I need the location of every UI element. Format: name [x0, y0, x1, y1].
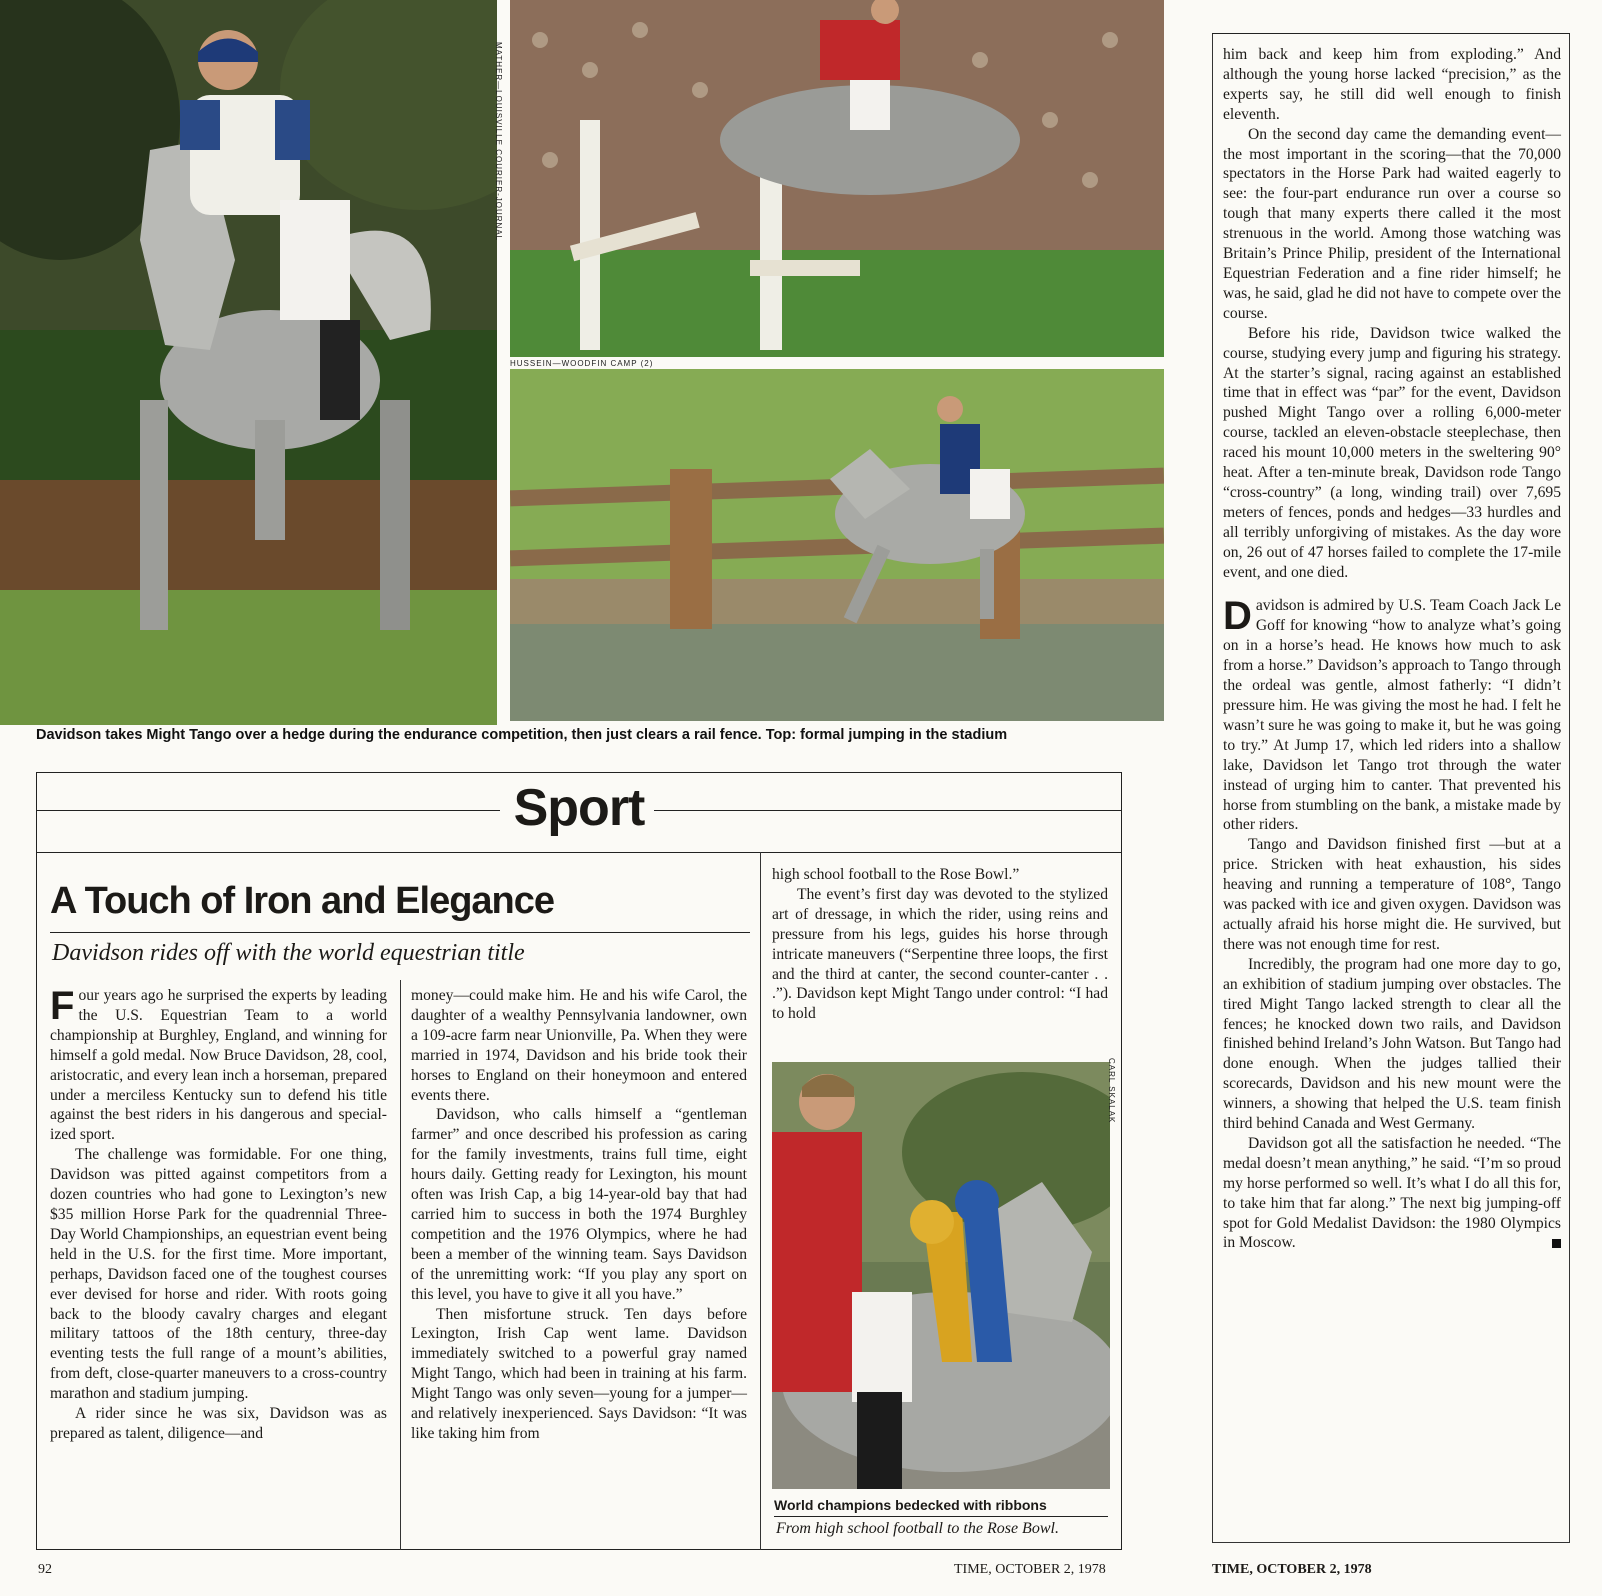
photo-stadium-jump — [510, 0, 1164, 357]
photo-rail-fence — [510, 369, 1164, 721]
inset-caption-italic: From high school football to the Rose Bowl. — [776, 1520, 1059, 1537]
dropcap-d: D — [1223, 594, 1252, 639]
article-column-4 — [1223, 45, 1561, 1253]
photo-credit-mather: MATHER—LOUISVILLE COURIER-JOURNAL — [494, 42, 503, 242]
paragraph: Davidson got all the satisfaction he needed. “The medal doesn’t mean anything,” he said. “I’m so proud my horse performed so well. It’s what I do all this for, to take him that far along.” The next big jumping-off spot for Gold Medalist Davidson: the 1980 Olympics in Moscow. — [1223, 1134, 1561, 1252]
article-column-1 — [50, 986, 387, 1444]
paragraph: avidson is admired by U.S. Team Coach Jack Le Goff for knowing “how to analyze what’s going on in a horse’s head. He knows how much to ask from a horse.” Davidson’s approach to Tango through the ordeal was gentle, almost fatherly: “I didn’t pressure him. He was giving the most he had. I felt he wasn’t sure he was going to make it, but he was going to try.” At Jump 17, which led riders into a shallow lake, Davidson let Tango trot through the water instead of urging him to canter. That prevented his horse from stumbling on the bank, a mistake made by other riders. — [1223, 597, 1561, 834]
folio-date-left: TIME, OCTOBER 2, 1978 — [954, 1562, 1106, 1577]
paragraph: Before his ride, Davidson twice walked the course, studying every jump and figuring his strategy. At the starter’s signal, racing against an established time that in effect was “par” for the event, Davidson pushed Might Tango over a rolling 6,000-meter course, tackled an eleven-obstacle steeplechase, then raced his mount 10,000 meters in the sweltering 90° heat. After a ten-minute break, Davidson rode Tango “cross-country” (a long, winding trail) over 7,695 meters of fences, ponds and hedges—33 hurdles and all terribly unforgiving of mistakes. As the day wore on, 26 out of 47 horses failed to complete the 17-mile event, and one died. — [1223, 324, 1561, 581]
paragraph: money—could make him. He and his wife Carol, the daughter of a wealthy Pennsylvania landowner, own a 109-acre farm near Unionville, Pa. When they were married in 1974, Davidson and his bride took their horses to England on their honeymoon and entered events there. — [411, 987, 747, 1104]
paragraph: The event’s first day was devoted to the stylized art of dressage, in which the rider, using reins and pressure from his legs, guides his horse through intricate maneuvers (“Serpentine three loops, the first and the third at canter, the second counter-canter . . .”). Davidson kept Might Tango under control: “I had to hold — [772, 885, 1108, 1023]
paragraph: Incredibly, the program had one more day to go, an exhibition of stadium jumping over obstacles. The tired Might Tango lacked strength to clear all the fences; he knocked down two rails, and Davidson finished behind Ireland’s John Watson. But Tango had done enough. When the judges tallied their scorecards, Davidson and his new mount were the winners, a showing that helped the U.S. team finish third behind Canada and West Germany. — [1223, 955, 1561, 1133]
paragraph: On the second day came the demanding event—the most important in the scoring—that the 70,000 spectators in the Horse Park had waited eagerly to see: the four-part endurance run over a course so tough that many experts there called it the most strenuous in the world. Among those watching was Britain’s Prince Philip, president of the International Equestrian Federation and a fine rider himself; he was, he said, glad he did not have to compete over the course. — [1223, 125, 1561, 322]
paragraph: high school football to the Rose Bowl.” — [772, 866, 1020, 883]
paragraph: Then misfortune struck. Ten days before Lexington, Irish Cap went lame. Davidson immediately switched to a powerful gray named Might Tango, which had been in training at his farm. Might Tango was only seven—young for a jumper—and relatively inexperienced. Says Davidson: “It was like taking him from — [411, 1305, 747, 1442]
section-header — [36, 778, 1122, 838]
photo-hedge-jump — [0, 0, 497, 725]
photo-champions-ribbons — [772, 1062, 1110, 1489]
end-mark-icon — [1552, 1239, 1561, 1248]
top-photo-caption: Davidson takes Might Tango over a hedge during the endurance competition, then just clears a rail fence. Top: formal jumping in the stadium — [36, 727, 1008, 743]
dropcap-f: F — [50, 984, 75, 1028]
photo-credit-hussein: HUSSEIN—WOODFIN CAMP (2) — [510, 359, 654, 368]
section-label: Sport — [513, 779, 645, 837]
inset-caption: World champions bedecked with ribbons — [774, 1497, 1047, 1513]
paragraph: Tango and Davidson finished first —but at a price. Stricken with heat exhaustion, his sides heaving and running a temperature of 108°, Tango was packed with ice and given oxygen. Davidson was actually afraid his horse might die. He survived, but there was not enough time for rest. — [1223, 836, 1561, 953]
article-column-2 — [411, 986, 747, 1444]
paragraph: him back and keep him from exploding.” And although the young horse lacked “precision,” as the experts say, he still did well enough to finish eleventh. — [1223, 46, 1561, 123]
photo-credit-skalak: CARL SKALAK — [1107, 1058, 1116, 1124]
paragraph: A rider since he was six, Davidson was as prepared as talent, diligence—and — [50, 1405, 387, 1442]
article-headline: A Touch of Iron and Elegance — [50, 880, 555, 922]
article-deck: Davidson rides off with the world equestrian title — [52, 940, 525, 966]
folio-date-right: TIME, OCTOBER 2, 1978 — [1212, 1562, 1372, 1577]
paragraph: Davidson, who calls himself a “gentleman farmer” and once described his profession as caring for the family investments, trains full time, eight hours daily. Getting ready for Lexington, his mount often was Irish Cap, a big 14-year-old bay that had carried him to success in both the 1974 Burghley competition and the 1976 Olympics, where he had been a member of the winning team. Says Davidson of the unremitting work: “If you play any sport on this level, you have to give it all you have.” — [411, 1106, 747, 1303]
paragraph: The challenge was formidable. For one thing, Davidson was pitted against competitors from a dozen countries who had gone to Lexington’s new $35 million Horse Park for the quadrennial Three-Day World Championships, an equestrian event being held in the U.S. for the first time. More important, perhaps, Davidson faced one of the toughest courses ever devised for horse and rider. With roots going back to the bloody cavalry charges and elegant military tattoos of the 18th century, three-day eventing tests the full range of a mount’s abilities, from deft, close-quarter maneuvers to a cross-country marathon and stadium jumping. — [50, 1146, 387, 1403]
page-number: 92 — [38, 1562, 52, 1577]
paragraph: our years ago he surprised the experts by leading the U.S. Equestrian Team to a world championship at Burghley, England, and winning for himself a gold medal. Now Bruce Davidson, 28, cool, aristocratic, and every lean inch a horseman, prepared under a merciless Kentucky sun to defend his title against the best riders in his dangerous and specialized sport. — [50, 987, 387, 1144]
article-column-3 — [772, 865, 1108, 1024]
